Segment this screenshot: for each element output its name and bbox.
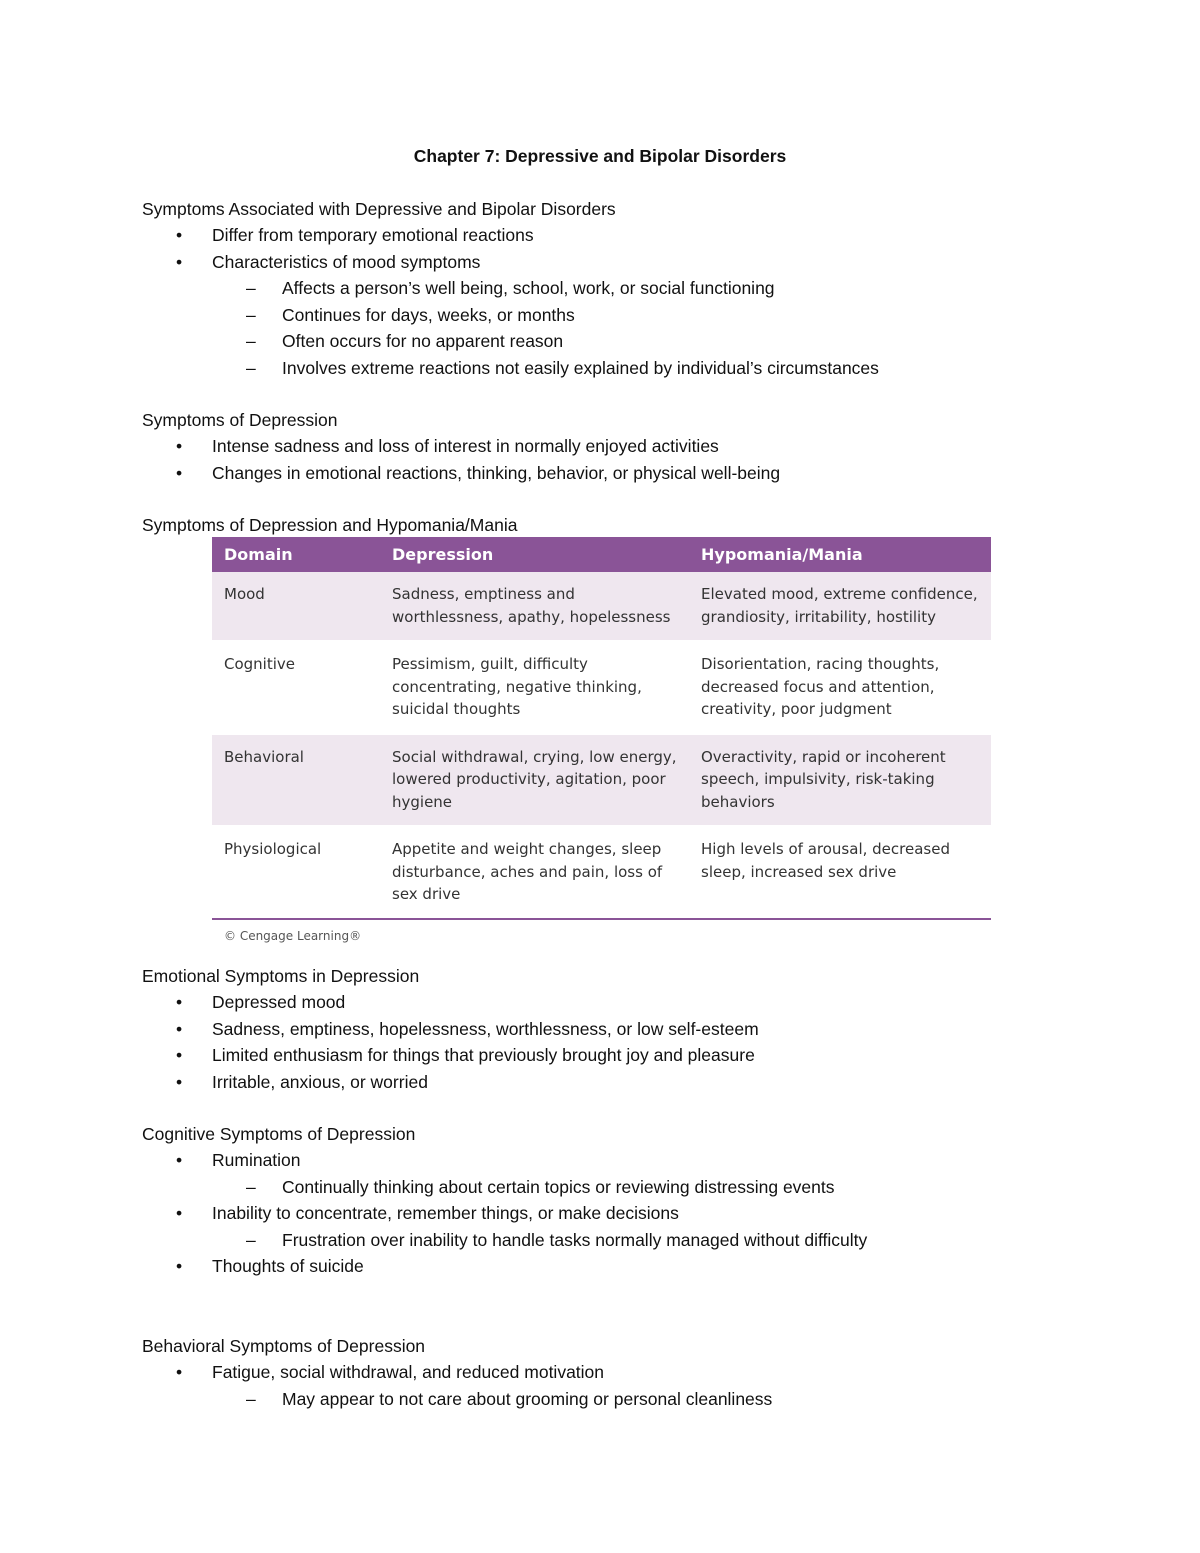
sub-list-item [142, 355, 1092, 382]
table-cell: Pessimism, guilt, difficulty concentrating, negative thinking, suicidal thoughts [380, 641, 689, 734]
mood-symptoms-table-figure [212, 537, 991, 943]
sub-list [212, 1174, 1092, 1201]
dash-marker: – [246, 1229, 256, 1250]
bullet-marker: • [176, 251, 183, 272]
section-heading: Symptoms Associated with Depressive and Bipolar Disorders [142, 199, 616, 219]
table-cell: Elevated mood, extreme confidence, grandiosity, irritability, hostility [689, 572, 991, 641]
list-item-text: Differ from temporary emotional reactions [212, 225, 534, 245]
table-cell: High levels of arousal, decreased sleep, increased sex drive [689, 826, 991, 919]
table-cell: Behavioral [212, 734, 380, 827]
list-item [142, 1147, 1092, 1200]
dash-marker: – [246, 278, 256, 298]
bullet-list [142, 1147, 1092, 1280]
list-item-text: Changes in emotional reactions, thinking, behavior, or physical well-being [212, 462, 781, 483]
sub-item-text: Affects a person’s well being, school, work, or social functioning [282, 278, 775, 298]
list-item-text: Thoughts of suicide [212, 1256, 364, 1276]
table-row [212, 826, 991, 919]
bullet-marker: • [176, 1071, 183, 1092]
section-behavioral-symptoms [142, 1333, 1092, 1412]
page-title: Chapter 7: Depressive and Bipolar Disorders [413, 146, 787, 166]
dash-marker: – [246, 304, 256, 325]
list-item-text: Limited enthusiasm for things that previously brought joy and pleasure [212, 1045, 755, 1065]
table-cell: Physiological [212, 826, 380, 919]
section-heading: Cognitive Symptoms of Depression [142, 1124, 416, 1144]
dash-marker: – [246, 357, 256, 378]
list-item [142, 1069, 1092, 1096]
column-header-domain: Domain [212, 537, 380, 572]
table-cell: Mood [212, 572, 380, 641]
section-symptoms-associated [142, 196, 1092, 381]
copyright-credit: © Cengage Learning® [224, 928, 362, 943]
sub-list-item [142, 302, 1092, 329]
sub-list-item [142, 1386, 1092, 1413]
list-item [142, 433, 1092, 460]
mood-symptoms-table [212, 537, 991, 920]
table-cell: Appetite and weight changes, sleep disturbance, aches and pain, loss of sex drive [380, 826, 689, 919]
list-item [142, 249, 1092, 382]
list-item-text: Depressed mood [212, 992, 346, 1012]
list-item-text: Inability to concentrate, remember things, or make decisions [212, 1203, 679, 1223]
list-item [142, 1253, 1092, 1280]
sub-list-item [142, 328, 1092, 355]
list-item-text: Fatigue, social withdrawal, and reduced motivation [212, 1362, 605, 1382]
list-item-text: Irritable, anxious, or worried [212, 1071, 428, 1092]
list-item [142, 1042, 1092, 1069]
bullet-marker: • [176, 1045, 183, 1065]
table-row [212, 572, 991, 641]
table-header-row [212, 537, 991, 572]
list-item [142, 1016, 1092, 1043]
sub-list-item [142, 1227, 1092, 1254]
section-emotional-symptoms [142, 963, 1092, 1095]
dash-marker: – [246, 1388, 256, 1409]
list-item [142, 989, 1092, 1016]
bullet-marker: • [176, 1203, 183, 1223]
list-item [142, 1359, 1092, 1412]
table-row [212, 641, 991, 734]
bullet-marker: • [176, 1256, 183, 1276]
bullet-list [142, 433, 1092, 486]
section-heading: Behavioral Symptoms of Depression [142, 1336, 426, 1356]
table-cell: Cognitive [212, 641, 380, 734]
table-cell: Social withdrawal, crying, low energy, lowered productivity, agitation, poor hygiene [380, 734, 689, 827]
bullet-marker: • [176, 1018, 183, 1039]
list-item [142, 1200, 1092, 1253]
section-heading: Symptoms of Depression [142, 410, 338, 430]
section-depression-and-mania [142, 512, 1092, 538]
sub-item-text: Continually thinking about certain topics or reviewing distressing events [282, 1176, 835, 1197]
dash-marker: – [246, 1176, 256, 1197]
section-symptoms-of-depression [142, 407, 1092, 486]
table-cell: Disorientation, racing thoughts, decreased focus and attention, creativity, poor judgment [689, 641, 991, 734]
sub-item-text: Frustration over inability to handle tasks normally managed without difficulty [282, 1229, 868, 1250]
bullet-marker: • [176, 1362, 183, 1382]
list-item [142, 460, 1092, 487]
section-heading: Symptoms of Depression and Hypomania/Mania [142, 515, 518, 535]
bullet-marker: • [176, 462, 183, 483]
table-cell: Overactivity, rapid or incoherent speech, impulsivity, risk-taking behaviors [689, 734, 991, 827]
sub-item-text: Involves extreme reactions not easily explained by individual’s circumstances [282, 357, 879, 378]
sub-list [212, 1227, 1092, 1254]
table-cell: Sadness, emptiness and worthlessness, apathy, hopelessness [380, 572, 689, 641]
bullet-marker: • [176, 1150, 183, 1170]
bullet-marker: • [176, 225, 183, 245]
sub-item-text: Continues for days, weeks, or months [282, 304, 575, 325]
bullet-list [142, 1359, 1092, 1412]
table-row [212, 734, 991, 827]
list-item [142, 222, 1092, 249]
bullet-list [142, 222, 1092, 381]
bullet-list [142, 989, 1092, 1095]
sub-list [212, 1386, 1092, 1413]
list-item-text: Sadness, emptiness, hopelessness, worthlessness, or low self-esteem [212, 1018, 759, 1039]
column-header-depression: Depression [380, 537, 689, 572]
column-header-mania: Hypomania/Mania [689, 537, 991, 572]
sub-list-item [142, 275, 1092, 302]
section-cognitive-symptoms [142, 1121, 1092, 1280]
sub-item-text: Often occurs for no apparent reason [282, 331, 564, 351]
sub-list-item [142, 1174, 1092, 1201]
list-item-text: Intense sadness and loss of interest in normally enjoyed activities [212, 436, 719, 456]
bullet-marker: • [176, 436, 183, 456]
bullet-marker: • [176, 992, 183, 1012]
list-item-text: Rumination [212, 1150, 301, 1170]
sub-item-text: May appear to not care about grooming or personal cleanliness [282, 1388, 773, 1409]
sub-list [212, 275, 1092, 381]
section-heading: Emotional Symptoms in Depression [142, 966, 420, 986]
list-item-text: Characteristics of mood symptoms [212, 251, 481, 272]
dash-marker: – [246, 331, 256, 351]
